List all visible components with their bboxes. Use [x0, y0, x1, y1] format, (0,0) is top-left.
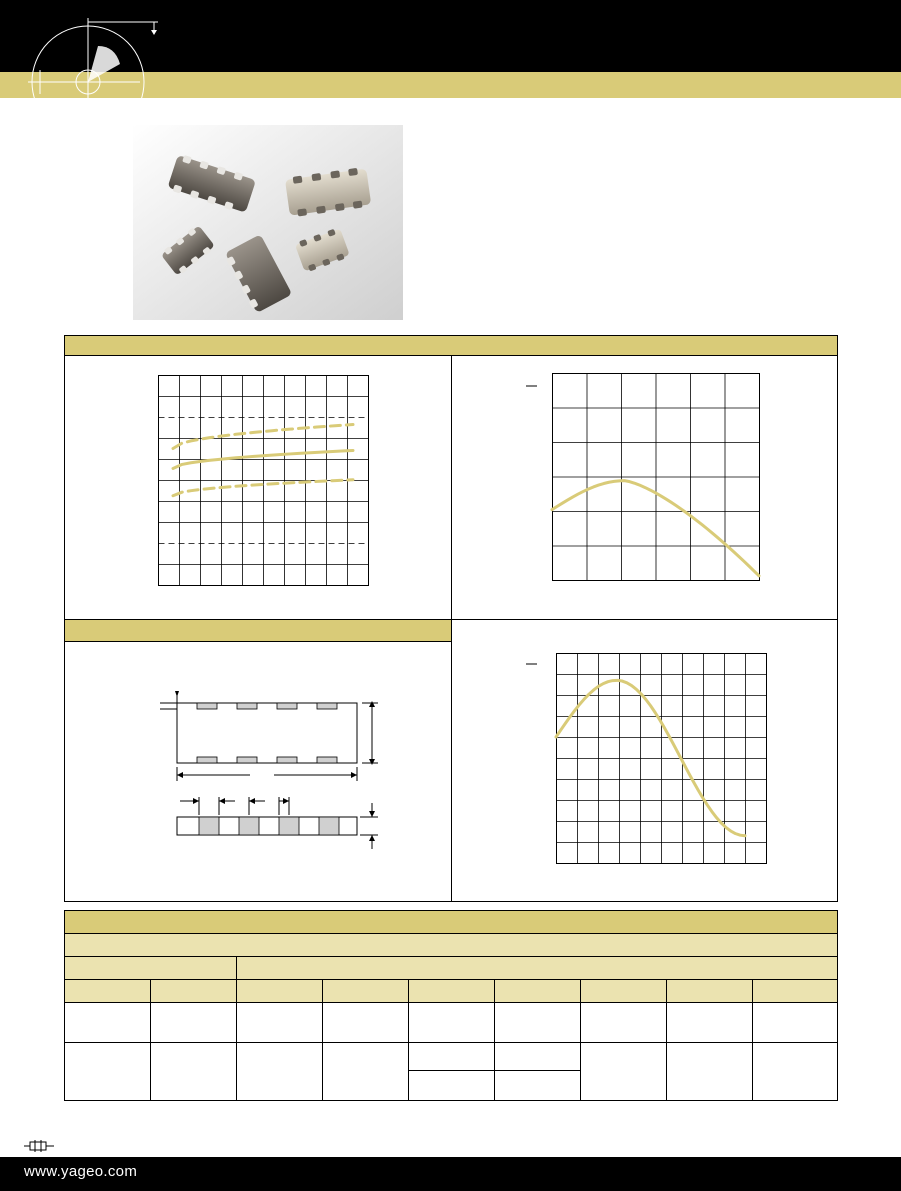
website-link[interactable]: www.yageo.com [24, 1163, 138, 1180]
array-outline-drawing [150, 685, 390, 855]
chart-panel-header [65, 336, 837, 356]
panel-divider-vertical [451, 356, 452, 901]
table-title-row [65, 911, 837, 934]
table-subtitle-row [65, 934, 837, 957]
chip-resistor-array-photo [133, 125, 403, 320]
chart-top-right [520, 372, 765, 584]
chart-top-left [158, 375, 369, 586]
chart-bottom-right [520, 652, 770, 864]
table-row [65, 1003, 837, 1043]
footer-bar [0, 1157, 901, 1191]
table-group-header-row [65, 957, 837, 980]
table-row [65, 1043, 837, 1100]
drawing-panel-header [65, 620, 451, 642]
spec-table [64, 910, 838, 1101]
resistor-icon [24, 1138, 54, 1154]
table-column-header-row [65, 980, 837, 1003]
resistor-reel-icon [20, 14, 170, 102]
